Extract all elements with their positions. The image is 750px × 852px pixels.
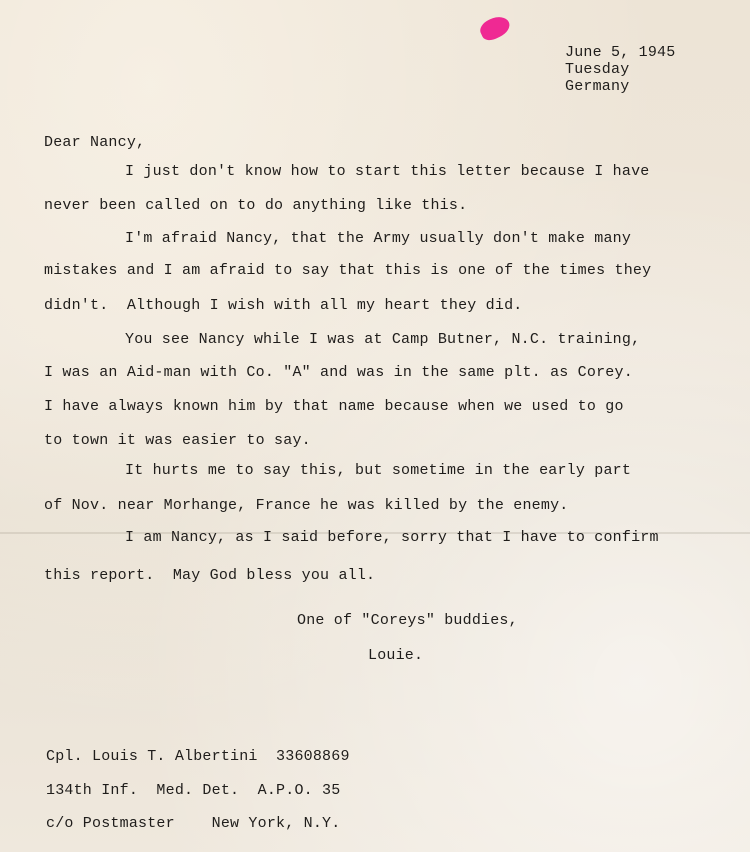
return-address-line: 134th Inf. Med. Det. A.P.O. 35 [46, 782, 341, 799]
letter-day: Tuesday [565, 61, 630, 78]
body-line: I'm afraid Nancy, that the Army usually don't make many [125, 230, 632, 247]
body-line: You see Nancy while I was at Camp Butner, N.C. training, [125, 331, 641, 348]
pink-ink-mark [477, 13, 513, 44]
body-line: I have always known him by that name because when we used to go [44, 398, 624, 415]
return-address-line: c/o Postmaster New York, N.Y. [46, 815, 341, 832]
body-line: never been called on to do anything like this. [44, 197, 468, 214]
signature-name: Louie. [368, 647, 424, 664]
body-line: to town it was easier to say. [44, 432, 311, 449]
letter-location: Germany [565, 78, 630, 95]
closing-line: One of "Coreys" buddies, [297, 612, 518, 629]
body-line: It hurts me to say this, but sometime in the early part [125, 462, 632, 479]
body-line: of Nov. near Morhange, France he was killed by the enemy. [44, 497, 569, 514]
body-line: I am Nancy, as I said before, sorry that I have to confirm [125, 529, 659, 546]
letter-date: June 5, 1945 [565, 44, 676, 61]
body-line: didn't. Although I wish with all my heart they did. [44, 297, 523, 314]
body-line: this report. May God bless you all. [44, 567, 376, 584]
salutation: Dear Nancy, [44, 134, 146, 151]
return-address-line: Cpl. Louis T. Albertini 33608869 [46, 748, 350, 765]
body-line: mistakes and I am afraid to say that this is one of the times they [44, 262, 652, 279]
body-line: I was an Aid-man with Co. "A" and was in the same plt. as Corey. [44, 364, 633, 381]
body-line: I just don't know how to start this letter because I have [125, 163, 650, 180]
